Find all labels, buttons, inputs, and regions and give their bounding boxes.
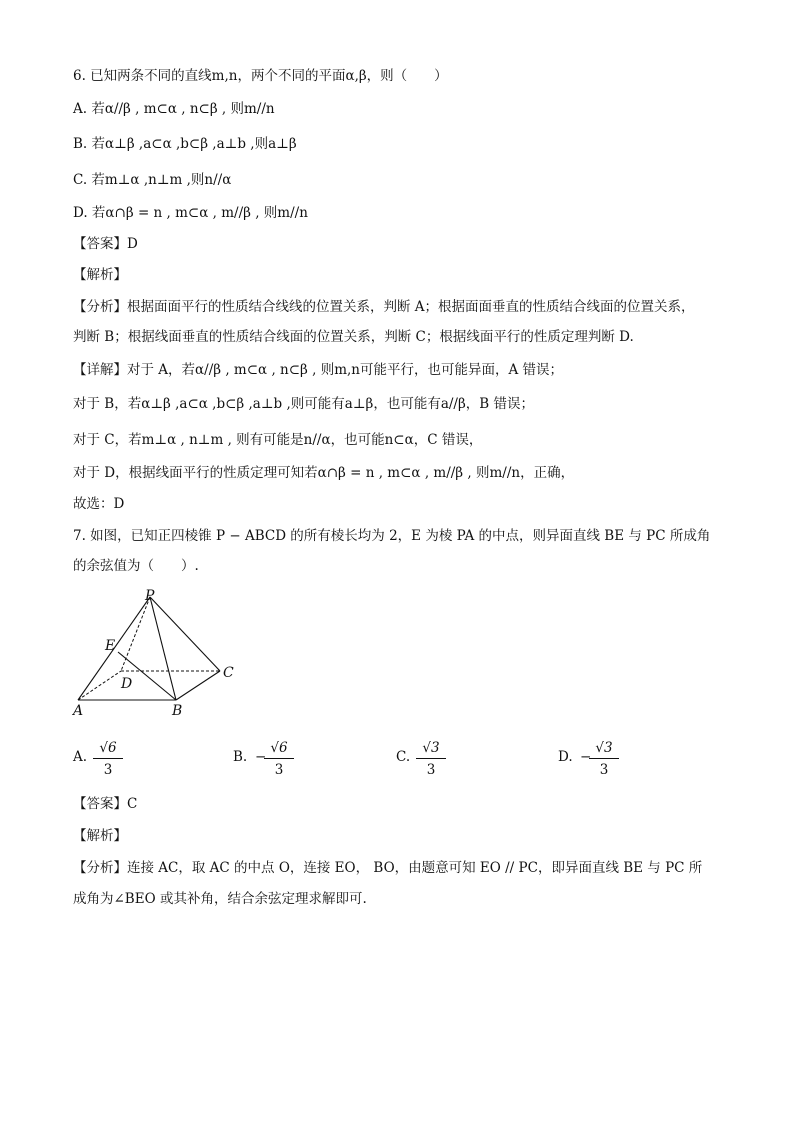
q6-answer-line xyxy=(73,234,733,254)
q7-stem-2: 的余弦值为（ ）. xyxy=(73,558,199,574)
q6-conclusion: 故选：D xyxy=(73,496,125,512)
label-e: E xyxy=(105,638,116,654)
fraction-numerator: √3 xyxy=(589,738,619,759)
q6-analysis-c: 对于 C，若m⊥α , n⊥m , 则有可能是n//α，也可能n⊂α，C 错误， xyxy=(73,432,483,448)
label-a: A xyxy=(73,703,84,718)
q7-answer-line xyxy=(73,794,733,814)
q6-jiexi-tag: 【解析】 xyxy=(73,267,127,283)
fraction-denominator: 3 xyxy=(599,762,609,778)
q6-stem: 6. 已知两条不同的直线m,n，两个不同的平面α,β，则（ ） xyxy=(73,68,448,84)
edge-pb xyxy=(150,597,176,700)
answer-value: C xyxy=(127,796,138,812)
q7-option-c xyxy=(396,738,536,782)
q6-option-b: B. 若α⊥β ,a⊂α ,b⊂β ,a⊥b ,则a⊥β xyxy=(73,136,297,152)
q7-jiexi-tag: 【解析】 xyxy=(73,828,127,844)
option-letter: C. xyxy=(396,749,411,765)
xiangjie-text: 对于 A，若α//β , m⊂α , n⊂β , 则m,n可能平行，也可能异面，A 错误； xyxy=(127,362,564,378)
edge-pd xyxy=(121,597,150,671)
q6-option-c: C. 若m⊥α ,n⊥m ,则n//α xyxy=(73,172,232,188)
option-fraction xyxy=(264,738,294,779)
q6-option-d: D. 若α∩β = n , m⊂α , m//β , 则m//n xyxy=(73,205,308,221)
label-d: D xyxy=(121,676,133,692)
q6-analysis-b: 对于 B，若α⊥β ,a⊂α ,b⊂β ,a⊥b ,则可能有a⊥β，也可能有a//β，B 错误； xyxy=(73,396,534,412)
q6-xiangjie-line xyxy=(73,360,733,380)
label-c: C xyxy=(223,665,234,681)
q6-fenxi-line-2: 判断 B；根据线面垂直的性质结合线面的位置关系，判断 C；根据线面平行的性质定理判断 D. xyxy=(73,329,634,345)
fenxi-text: 根据面面平行的性质结合线线的位置关系，判断 A；根据面面垂直的性质结合线面的位置关系， xyxy=(127,299,695,315)
xiangjie-tag: 【详解】 xyxy=(73,362,127,378)
answer-value: D xyxy=(127,236,138,252)
fenxi-tag: 【分析】 xyxy=(73,299,127,315)
label-b: B xyxy=(172,703,183,718)
q7-fenxi-line-1 xyxy=(73,858,733,878)
edge-pc xyxy=(150,597,220,671)
fraction-denominator: 3 xyxy=(274,762,284,778)
q7-stem-1: 7. 如图，已知正四棱锥 P − ABCD 的所有棱长均为 2，E 为棱 PA 的中点，则异面直线 BE 与 PC 所成角 xyxy=(73,528,711,544)
option-letter: B. xyxy=(233,749,248,765)
q7-option-a xyxy=(73,738,213,782)
q7-fenxi-line-2: 成角为∠BEO 或其补角，结合余弦定理求解即可. xyxy=(73,891,367,907)
option-fraction xyxy=(416,738,446,779)
option-fraction xyxy=(93,738,123,779)
fenxi-text: 连接 AC，取 AC 的中点 O，连接 EO， BO，由题意可知 EO // PC，即异面直线 BE 与 PC 所 xyxy=(127,860,703,876)
option-minus-sign: − xyxy=(580,749,592,765)
q7-option-b xyxy=(233,738,373,782)
fraction-denominator: 3 xyxy=(103,762,113,778)
q6-analysis-d: 对于 D，根据线面平行的性质定理可知若α∩β = n , m⊂α , m//β , 则m//n，正确， xyxy=(73,465,575,481)
q6-fenxi-line-1 xyxy=(73,297,733,317)
option-minus-sign: − xyxy=(255,749,267,765)
option-letter: D. xyxy=(558,749,573,765)
q6-option-a: A. 若α//β , m⊂α , n⊂β , 则m//n xyxy=(73,101,275,117)
fenxi-tag: 【分析】 xyxy=(73,860,127,876)
q7-option-d xyxy=(558,738,698,782)
fraction-numerator: √3 xyxy=(416,738,446,759)
pyramid-diagram xyxy=(70,588,240,718)
fraction-numerator: √6 xyxy=(93,738,123,759)
label-p: P xyxy=(145,588,155,604)
pyramid-figure xyxy=(70,588,240,718)
edge-ad xyxy=(78,671,121,700)
answer-tag: 【答案】 xyxy=(73,796,127,812)
fraction-numerator: √6 xyxy=(264,738,294,759)
edge-bc xyxy=(176,671,220,700)
option-letter: A. xyxy=(73,749,88,765)
option-fraction xyxy=(589,738,619,779)
answer-tag: 【答案】 xyxy=(73,236,127,252)
fraction-denominator: 3 xyxy=(426,762,436,778)
